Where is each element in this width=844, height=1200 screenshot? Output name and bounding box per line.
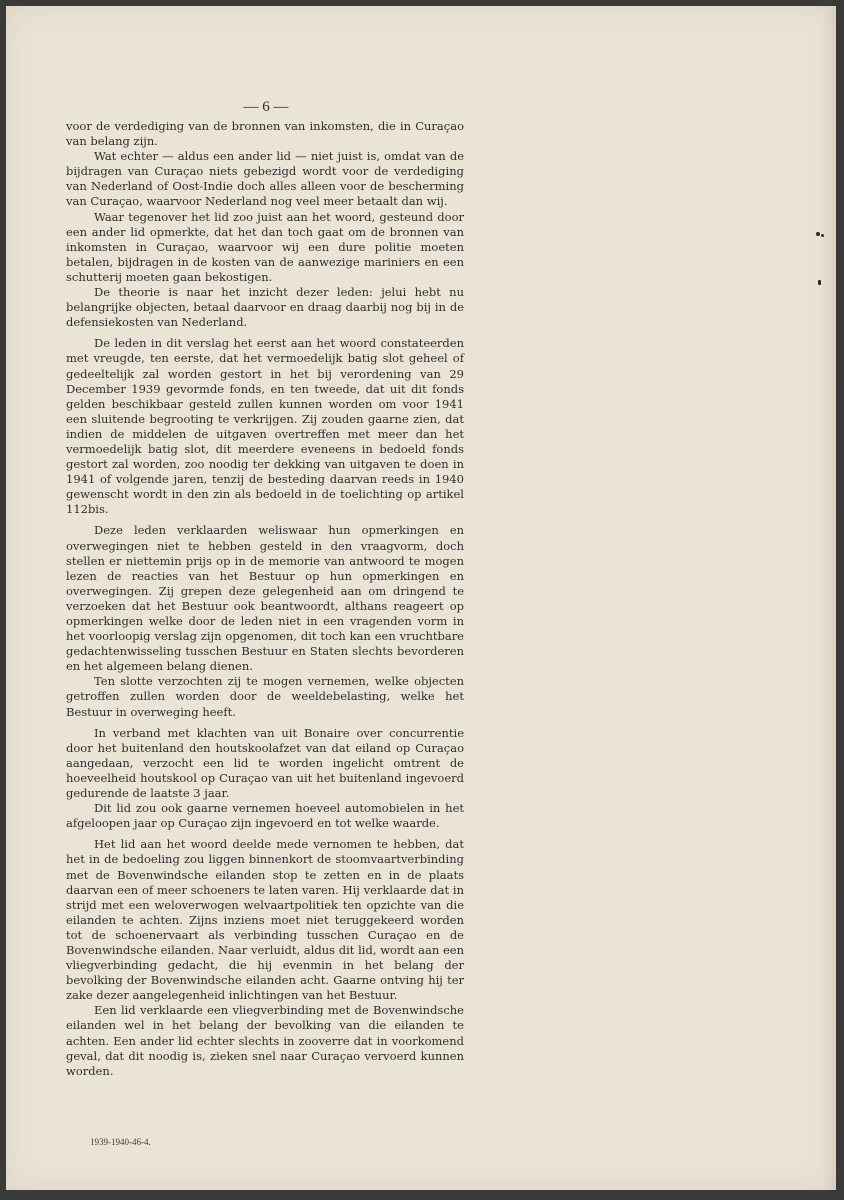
page-number: — 6 — — [243, 99, 289, 115]
paragraph-5: De leden in dit verslag het eerst aan het woord constateerden met vreugde, ten eerste, dat het vermoedelijk batig slot geheel of gedeeltelijk zal worden gestort in het bij verordening van 29 December 1939 gevormde fonds, en ten tweede, dat uit dit fonds gelden beschikbaar gesteld zullen kunnen worden om voor 1941 een sluitende begrooting te verkrijgen. Zij zouden gaarne zien, dat indien de middelen de uitgaven overtreffen met meer dan het vermoedelijk batig slot, dit meerdere eveneens in bedoeld fonds gestort zal worden, zoo noodig ter dekking van uitgaven te doen in 1941 of volgende jaren, tenzij de besteding daarvan reeds in 1940 gewenscht wordt in den zin als bedoeld in de toelichting op artikel 112bis. — [66, 336, 464, 517]
ink-speck — [818, 280, 821, 285]
paragraph-9: Dit lid zou ook gaarne vernemen hoeveel automobielen in het afgeloopen jaar op Curaçao zijn ingevoerd en tot welke waarde. — [66, 801, 464, 831]
paragraph-8: In verband met klachten van uit Bonaire over concurrentie door het buitenland den houtskoolafzet van dat eiland op Curaçao aangedaan, verzocht een lid te worden ingelicht omtrent de hoeveelheid houtskool op Curaçao van uit het buitenland ingevoerd gedurende de laatste 3 jaar. — [66, 725, 464, 801]
paragraph-11: Een lid verklaarde een vliegverbinding met de Bovenwindsche eilanden wel in het belang der bevolking van die eilanden te achten. Een ander lid echter slechts in zooverre dat in voorkomend geval, dat dit noodig is, zieken snel naar Curaçao vervoerd kunnen worden. — [66, 1003, 464, 1078]
paragraph-7: Ten slotte verzochten zij te mogen vernemen, welke objecten getroffen zullen worden door de weeldebelasting, welke het Bestuur in overweging heeft. — [66, 674, 464, 719]
paragraph-6: Deze leden verklaarden weliswaar hun opmerkingen en overwegingen niet te hebben gesteld in den vraagvorm, doch stellen er niettemin prijs op in de memorie van antwoord te mogen lezen de reacties van het Bestuur op hun opmerkingen en overwegingen. Zij grepen deze gelegenheid aan om dringend te verzoeken dat het Bestuur ook beantwoordt, althans reageert op opmerkingen welke door de leden niet in een vragenden vorm in het voorloopig verslag zijn opgenomen, dit toch kan een vruchtbare gedachtenwisseling tusschen Bestuur en Staten slechts bevorderen en het algemeen belang dienen. — [66, 523, 464, 674]
ink-speck — [816, 232, 820, 236]
body-text — [66, 119, 464, 1079]
document-page — [6, 6, 836, 1190]
paragraph-3: Waar tegenover het lid zoo juist aan het woord, gesteund door een ander lid opmerkte, dat het dan toch gaat om de bronnen van inkomsten in Curaçao, waarvoor wij een dure politie moeten betalen, bijdragen in de kosten van de aanwezige mariniers en een schutterij moeten gaan bekostigen. — [66, 209, 464, 284]
paragraph-10: Het lid aan het woord deelde mede vernomen te hebben, dat het in de bedoeling zou liggen binnenkort de stoomvaartverbinding met de Bovenwindsche eilanden stop te zetten en in de plaats daarvan een of meer schoeners te laten varen. Hij verklaarde dat in strijd met een weloverwogen welvaartpolitiek ten opzichte van die eilanden te achten. Zijns inziens moet niet teruggekeerd worden tot de schoenervaart als verbinding tusschen Curaçao en de Bovenwindsche eilanden. Naar verluidt, aldus dit lid, wordt aan een vliegverbinding gedacht, die hij evenmin in het belang der bevolking der Bovenwindsche eilanden acht. Gaarne ontving hij ter zake dezer aangelegenheid inlichtingen van het Bestuur. — [66, 837, 464, 1003]
paragraph-1: voor de verdediging van de bronnen van inkomsten, die in Curaçao van belang zijn. — [66, 119, 464, 149]
ink-speck — [821, 234, 824, 237]
paragraph-4: De theorie is naar het inzicht dezer leden: jelui hebt nu belangrijke objecten, betaal daarvoor en draag daarbij nog bij in de defensiekosten van Nederland. — [66, 285, 464, 330]
paragraph-2: Wat echter — aldus een ander lid — niet juist is, omdat van de bijdragen van Curaçao niets gebezigd wordt voor de verdediging van Nederland of Oost-Indie doch alles alleen voor de bescherming van Curaçao, waarvoor Nederland nog veel meer betaalt dan wij. — [66, 149, 464, 209]
footer-print-code: 1939-1940-46-4. — [90, 1137, 151, 1147]
page-edge-shadow — [822, 6, 836, 1190]
